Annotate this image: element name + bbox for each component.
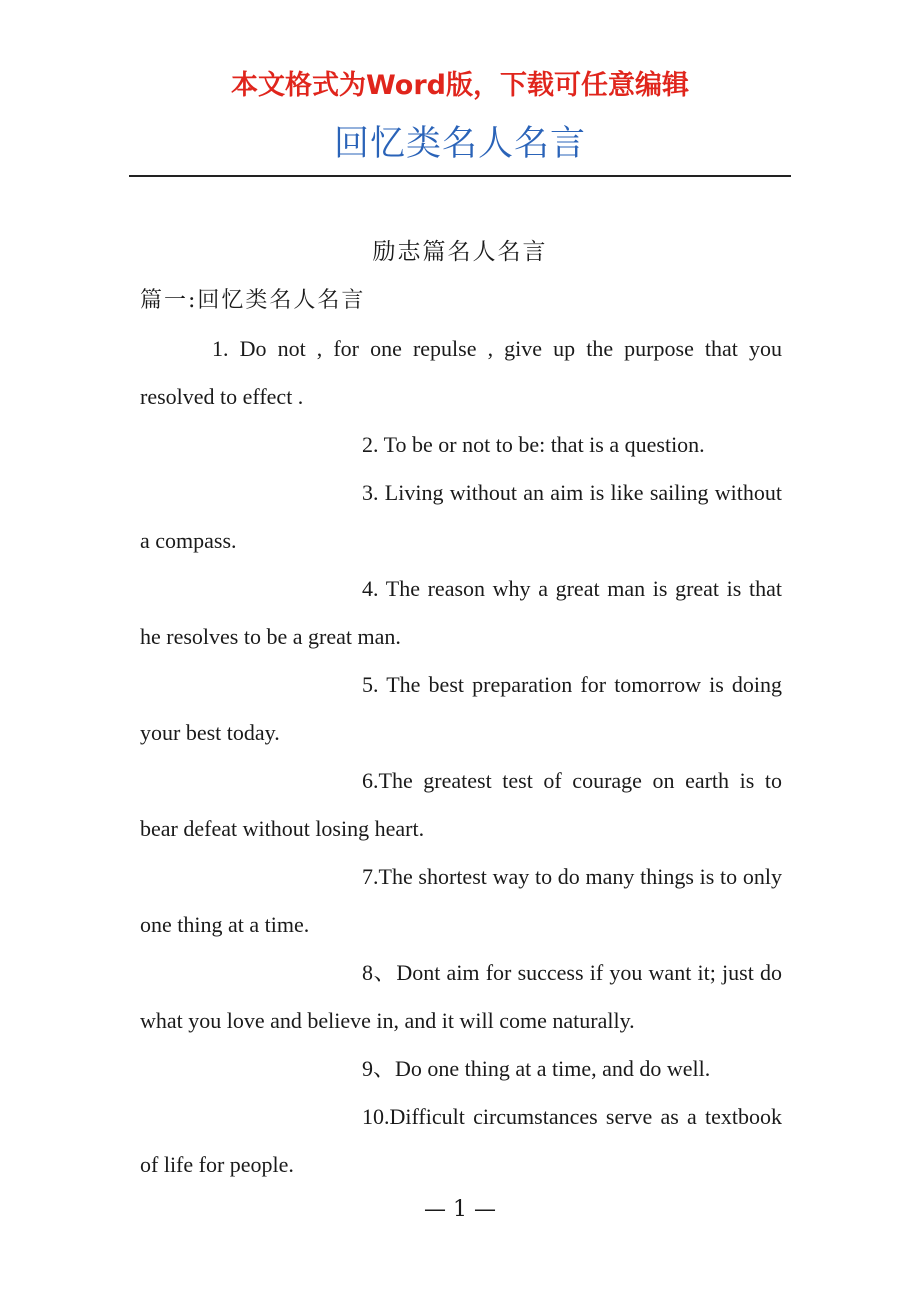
section-title: 篇一:回忆类名人名言 <box>140 288 366 313</box>
quote-item-8: 8、Dont aim for success if you want it; just do what you love and believe in, and it will come naturally. <box>140 960 782 1033</box>
subheading: 励志篇名人名言 <box>372 239 548 265</box>
quote-list <box>140 325 782 1189</box>
quote-item-5: 5. The best preparation for tomorrow is doing your best today. <box>140 672 782 745</box>
title-divider <box>129 175 791 177</box>
document-title: 回忆类名人名言 <box>333 124 586 164</box>
quote-item-2: 2. To be or not to be: that is a question. <box>362 432 705 457</box>
quote-item-3: 3. Living without an aim is like sailing without a compass. <box>140 480 782 553</box>
page-number: — 1 — <box>424 1197 496 1222</box>
quote-item-1: 1. Do not , for one repulse , give up the purpose that you resolved to effect . <box>140 336 782 409</box>
quote-item-6: 6.The greatest test of courage on earth is to bear defeat without losing heart. <box>140 768 782 841</box>
quote-item-7: 7.The shortest way to do many things is to only one thing at a time. <box>140 864 782 937</box>
quote-item-10: 10.Difficult circumstances serve as a textbook of life for people. <box>140 1104 782 1177</box>
document-banner: 本文格式为Word版，下载可任意编辑 <box>230 70 689 101</box>
quote-item-9: 9、Do one thing at a time, and do well. <box>362 1056 711 1081</box>
quote-item-4: 4. The reason why a great man is great is that he resolves to be a great man. <box>140 576 782 649</box>
